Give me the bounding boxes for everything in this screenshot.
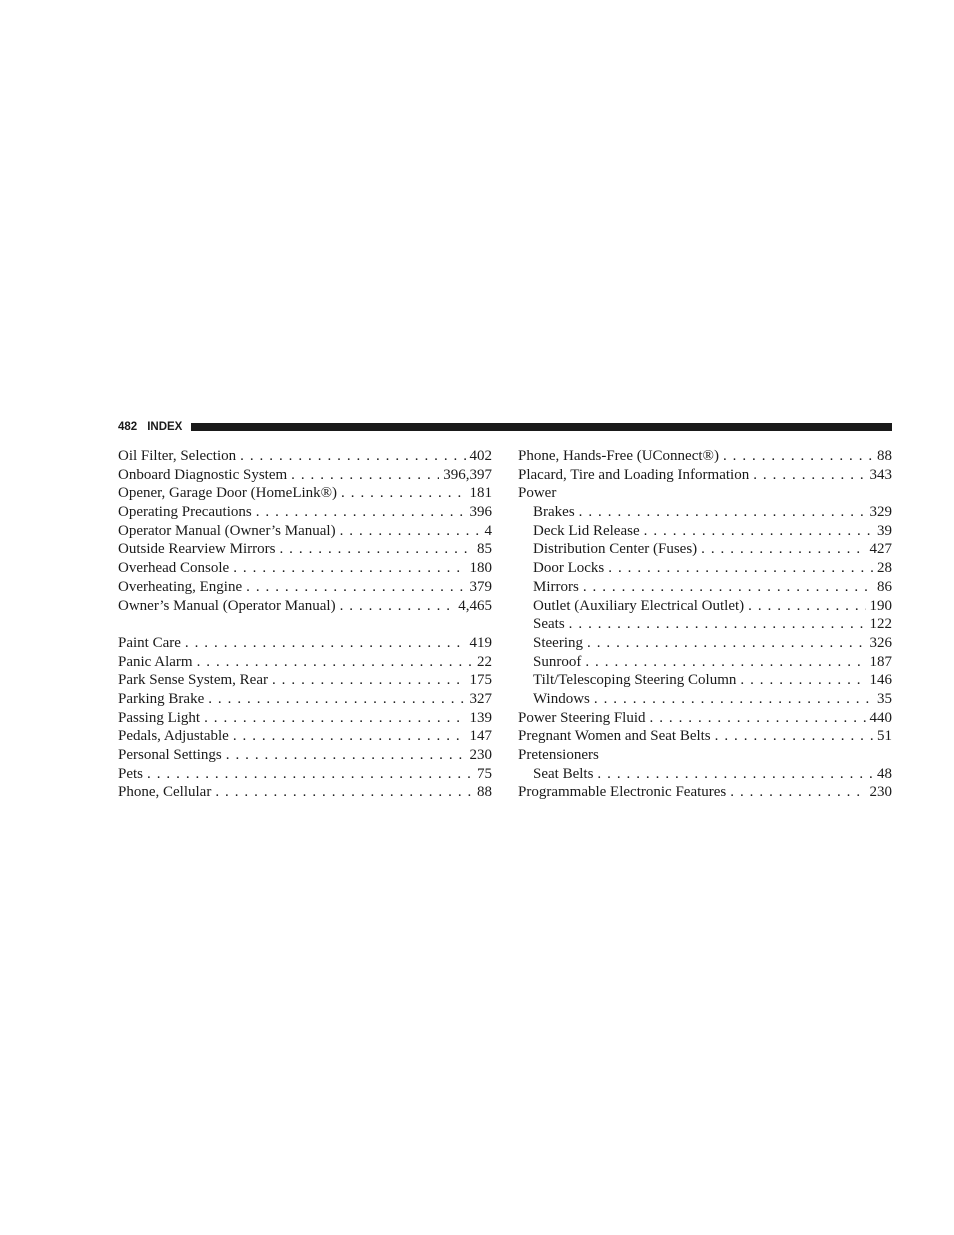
index-entry	[118, 671, 492, 690]
entry-label: Pretensioners	[518, 747, 599, 763]
dot-leader	[753, 466, 865, 485]
index-subentry	[518, 597, 892, 616]
entry-label: Park Sense System, Rear	[118, 672, 268, 689]
entry-label: Owner’s Manual (Operator Manual)	[118, 597, 336, 614]
page-number: 482	[118, 421, 138, 433]
entry-label: Oil Filter, Selection	[118, 448, 237, 464]
dot-leader	[608, 559, 873, 578]
entry-label: Operator Manual (Owner’s Manual)	[118, 522, 336, 539]
index-entry	[118, 484, 492, 503]
entry-page: 86	[877, 578, 892, 595]
entry-page: 180	[469, 560, 492, 577]
index-entry	[118, 597, 492, 616]
entry-page: 427	[869, 541, 892, 558]
entry-label: Panic Alarm	[118, 653, 193, 670]
entry-label: Pets	[118, 765, 144, 782]
index-subentry	[518, 578, 892, 597]
index-subentry	[518, 615, 892, 634]
entry-page: 379	[469, 578, 492, 595]
dot-leader	[272, 671, 466, 690]
entry-label: Overheating, Engine	[118, 578, 243, 595]
dot-leader	[740, 671, 865, 690]
entry-page: 139	[469, 709, 492, 726]
entry-label: Brakes	[533, 504, 575, 521]
entry-page: 48	[877, 765, 892, 782]
entry-page: 396,397	[443, 466, 492, 483]
entry-label: Distribution Center (Fuses)	[533, 541, 698, 558]
entry-label: Outside Rearview Mirrors	[118, 541, 276, 558]
entry-page: 175	[469, 672, 492, 689]
entry-page: 85	[477, 541, 492, 558]
entry-label: Paint Care	[118, 634, 181, 651]
index-subentry	[518, 540, 892, 559]
entry-page: 329	[869, 504, 892, 521]
index-column-left	[118, 447, 492, 802]
entry-label: Power	[518, 485, 557, 502]
entry-page: 88	[477, 784, 492, 801]
dot-leader	[208, 690, 465, 709]
entry-label: Deck Lid Release	[533, 522, 640, 539]
dot-leader	[279, 540, 473, 559]
entry-page: 28	[877, 560, 892, 577]
index-subentry	[518, 559, 892, 578]
entry-page: 187	[869, 653, 892, 670]
entry-page: 4	[484, 522, 492, 539]
entry-label: Parking Brake	[118, 690, 205, 707]
entry-page: 440	[869, 709, 892, 726]
index-entry	[118, 690, 492, 709]
index-heading	[518, 484, 892, 503]
entry-page: 396	[469, 504, 492, 521]
entry-page: 4,465	[458, 597, 492, 614]
entry-label: Programmable Electronic Features	[518, 784, 727, 801]
entry-label: Outlet (Auxiliary Electrical Outlet)	[533, 597, 745, 614]
section-title: INDEX	[147, 421, 183, 433]
entry-page: 181	[469, 485, 492, 502]
index-entry	[518, 466, 892, 485]
entry-page: 146	[869, 672, 892, 689]
dot-leader	[583, 578, 873, 597]
entry-label: Mirrors	[533, 578, 579, 595]
index-entry	[518, 727, 892, 746]
index-entry	[118, 634, 492, 653]
dot-leader	[291, 466, 439, 485]
entry-label: Opener, Garage Door (HomeLink®)	[118, 485, 338, 502]
dot-leader	[256, 503, 466, 522]
dot-leader	[204, 709, 465, 728]
page-header	[118, 419, 892, 435]
entry-label: Phone, Cellular	[118, 784, 212, 801]
index-entry	[118, 578, 492, 597]
index-subentry	[518, 503, 892, 522]
entry-page: 190	[869, 597, 892, 614]
index-entry	[118, 447, 492, 466]
dot-leader	[597, 765, 873, 784]
dot-leader	[748, 597, 865, 616]
index-subentry	[518, 653, 892, 672]
index-entry	[118, 503, 492, 522]
dot-leader	[569, 615, 866, 634]
index-column-right	[518, 447, 892, 802]
dot-leader	[147, 765, 473, 784]
dot-leader	[579, 503, 866, 522]
entry-label: Sunroof	[533, 653, 582, 670]
entry-label: Operating Precautions	[118, 504, 252, 521]
entry-label: Tilt/Telescoping Steering Column	[533, 672, 737, 689]
dot-leader	[197, 653, 473, 672]
entry-label: Pregnant Women and Seat Belts	[518, 728, 711, 745]
header-rule	[191, 423, 892, 431]
index-entry	[118, 783, 492, 802]
entry-label: Passing Light	[118, 709, 201, 726]
dot-leader	[730, 783, 865, 802]
dot-leader	[594, 690, 873, 709]
entry-label: Placard, Tire and Loading Information	[518, 466, 750, 483]
dot-leader	[240, 447, 465, 466]
index-subentry	[518, 634, 892, 653]
entry-label: Overhead Console	[118, 560, 230, 577]
entry-label: Personal Settings	[118, 747, 222, 763]
dot-leader	[185, 634, 466, 653]
group-spacer	[118, 615, 492, 634]
dot-leader	[340, 597, 455, 616]
dot-leader	[233, 559, 465, 578]
entry-label: Steering	[533, 634, 583, 651]
index-entry	[118, 653, 492, 672]
dot-leader	[246, 578, 465, 597]
index-subentry	[518, 671, 892, 690]
index-entry	[518, 709, 892, 728]
index-subentry	[518, 765, 892, 784]
entry-page: 327	[469, 690, 492, 707]
index-entry	[518, 447, 892, 466]
entry-page: 75	[477, 765, 492, 782]
index-heading	[518, 746, 892, 765]
index-entry	[118, 746, 492, 765]
index-subentry	[518, 690, 892, 709]
entry-label: Seat Belts	[533, 765, 594, 782]
entry-page: 147	[469, 728, 492, 745]
dot-leader	[341, 484, 465, 503]
index-entry	[118, 559, 492, 578]
entry-page: 230	[869, 784, 892, 801]
index-entry	[118, 540, 492, 559]
dot-leader	[585, 653, 865, 672]
dot-leader	[233, 727, 466, 746]
entry-page: 419	[469, 634, 492, 651]
index-entry	[118, 522, 492, 541]
dot-leader	[340, 522, 481, 541]
dot-leader	[650, 709, 866, 728]
dot-leader	[644, 522, 873, 541]
entry-page: 35	[877, 690, 892, 707]
dot-leader	[226, 746, 466, 765]
entry-page: 51	[877, 728, 892, 745]
entry-page: 22	[477, 653, 492, 670]
entry-label: Windows	[533, 690, 590, 707]
index-entry	[118, 466, 492, 485]
index-subentry	[518, 522, 892, 541]
index-entry	[518, 783, 892, 802]
entry-page: 88	[877, 448, 892, 464]
entry-page: 326	[869, 634, 892, 651]
entry-label: Phone, Hands-Free (UConnect®)	[518, 448, 719, 464]
dot-leader	[587, 634, 866, 653]
entry-label: Seats	[533, 616, 565, 633]
dot-leader	[715, 727, 873, 746]
entry-page: 402	[469, 448, 492, 464]
entry-page: 122	[869, 616, 892, 633]
dot-leader	[701, 540, 865, 559]
index-entry	[118, 727, 492, 746]
dot-leader	[215, 783, 473, 802]
entry-page: 343	[869, 466, 892, 483]
entry-page: 230	[469, 747, 492, 763]
entry-page: 39	[877, 522, 892, 539]
index-entry	[118, 765, 492, 784]
entry-label: Pedals, Adjustable	[118, 728, 229, 745]
entry-label: Power Steering Fluid	[518, 709, 646, 726]
dot-leader	[723, 447, 873, 466]
entry-label: Onboard Diagnostic System	[118, 466, 288, 483]
index-entry	[118, 709, 492, 728]
entry-label: Door Locks	[533, 560, 605, 577]
